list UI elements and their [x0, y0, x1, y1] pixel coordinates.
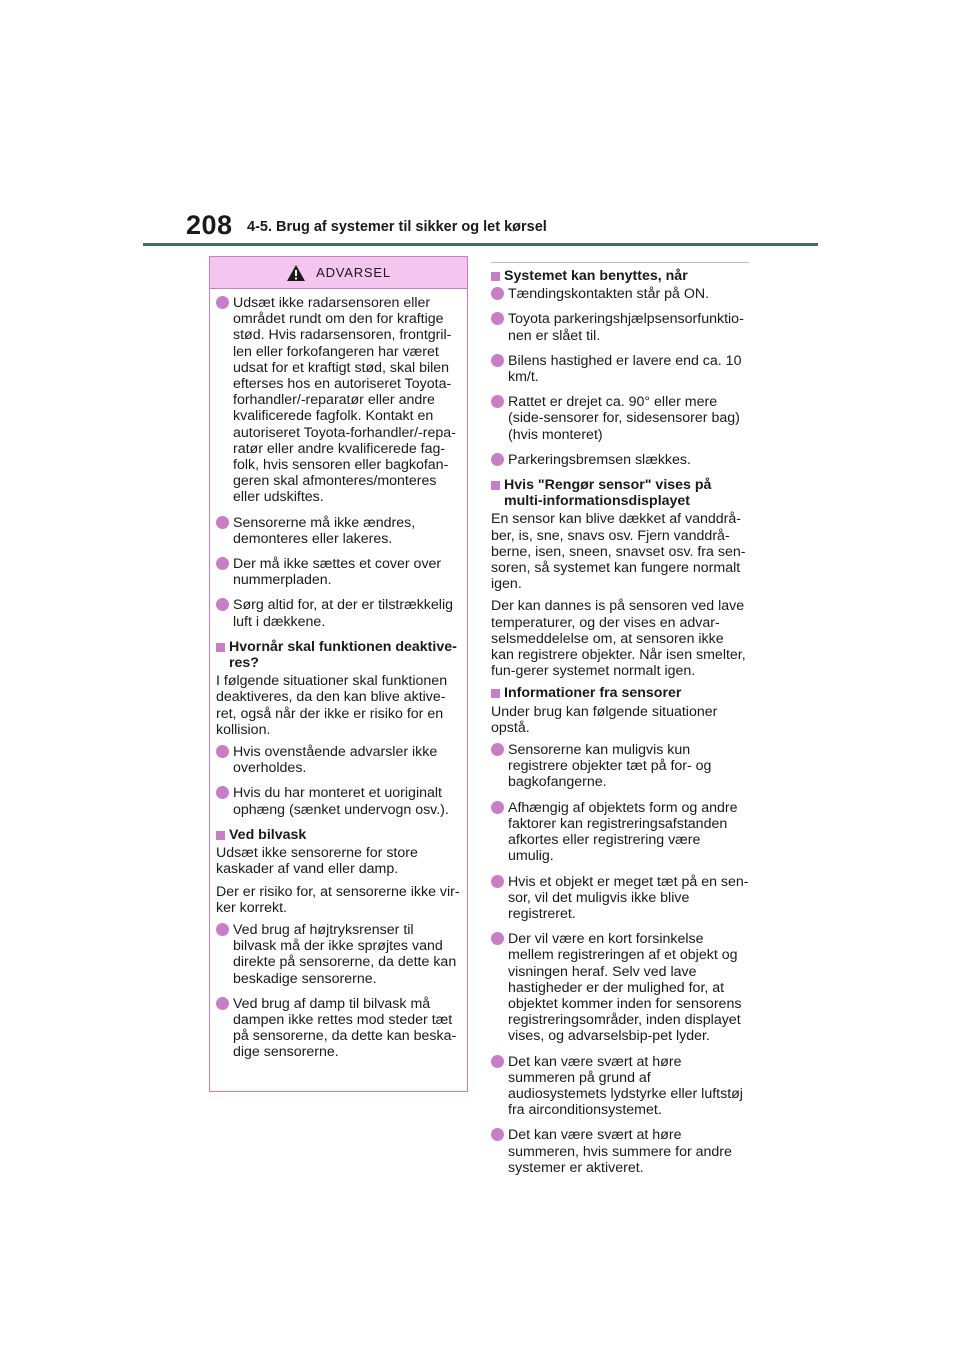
column-rule [491, 262, 749, 263]
list-item: Afhængig af objektets form og andre faktorer kan registreringsafstanden afkortes eller registrering være umulig. [491, 800, 749, 865]
bullet-dot-icon [216, 997, 229, 1010]
paragraph: En sensor kan blive dækket af vanddrå-ber, is, sne, snavs osv. Fjern vanddrå-berne, isen, sneen, snavset osv. fra sen-soren, så systemet kan fungere normalt igen. [491, 511, 746, 593]
list-item: Bilens hastighed er lavere end ca. 10 km/t. [491, 353, 749, 385]
list-item: Der vil være en kort forsinkelse mellem registreringen af et objekt og visningen heraf. Selv ved lave hastigheder er der mulighed for, at objektet kommer inden for sensorens registreringsområder, inden displayet vises, og advarselsbip-pet lyder. [491, 931, 749, 1044]
warning-label: ADVARSEL [316, 265, 391, 280]
bullet-dot-icon [216, 296, 229, 309]
list-item: Ved brug af højtryksrenser til bilvask må der ikke sprøjtes vand direkte på sensorerne, da dette kan beskadige sensorerne. [216, 922, 460, 987]
bullet-dot-icon [216, 598, 229, 611]
bullet-dot-icon [216, 745, 229, 758]
bullet-dot-icon [491, 395, 504, 408]
warning-body [210, 289, 467, 1061]
bullet-dot-icon [216, 516, 229, 529]
bullet-dot-icon [491, 1055, 504, 1068]
list-item: Hvis du har monteret et uoriginalt ophæng (sænket undervogn osv.). [216, 785, 460, 817]
list-item: Sensorerne må ikke ændres, demonteres eller lakeres. [216, 515, 460, 547]
list-item: Tændingskontakten står på ON. [491, 286, 749, 302]
square-marker-icon [491, 689, 500, 698]
list-item: Rattet er drejet ca. 90° eller mere (side-sensorer for, sidesensorer bag) (hvis monteret) [491, 394, 749, 443]
subheading: Hvornår skal funktionen deaktive-res? [216, 639, 460, 671]
warning-header [210, 257, 467, 289]
bullet-dot-icon [491, 453, 504, 466]
bullet-dot-icon [491, 354, 504, 367]
section-title: 4-5. Brug af systemer til sikker og let kørsel [247, 219, 547, 235]
list-item: Det kan være svært at høre summeren på grund af audiosystemets lydstyrke eller luftstøj fra airconditionsystemet. [491, 1054, 749, 1119]
bullet-dot-icon [216, 786, 229, 799]
bullet-dot-icon [491, 801, 504, 814]
header-rule [143, 243, 818, 246]
square-marker-icon [491, 481, 500, 490]
subheading: Ved bilvask [216, 827, 460, 843]
subheading: Systemet kan benyttes, når [491, 268, 749, 284]
paragraph: Der er risiko for, at sensorerne ikke vir-ker korrekt. [216, 883, 460, 916]
bullet-dot-icon [216, 923, 229, 936]
square-marker-icon [491, 272, 500, 281]
page-header [0, 0, 960, 250]
list-item: Der må ikke sættes et cover over nummerpladen. [216, 556, 460, 588]
list-item: Parkeringsbremsen slækkes. [491, 452, 749, 468]
paragraph: Under brug kan følgende situationer opstå. [491, 703, 718, 736]
square-marker-icon [216, 643, 225, 652]
warning-triangle-icon [286, 264, 306, 282]
paragraph: I følgende situationer skal funktionen deaktiveres, da den kan blive aktive-ret, også når der ikke er risiko for en kollision. [216, 673, 448, 738]
list-item: Hvis ovenstående advarsler ikke overholdes. [216, 744, 460, 776]
list-item: Ved brug af damp til bilvask må dampen ikke rettes mod steder tæt på sensorerne, da dette kan beska-dige sensorerne. [216, 996, 460, 1061]
bullet-dot-icon [216, 557, 229, 570]
list-item: Det kan være svært at høre summeren, hvis summere for andre systemer er aktiveret. [491, 1127, 749, 1176]
list-item: Udsæt ikke radarsensoren eller området rundt om den for kraftige stød. Hvis radarsensoren, frontgril-len eller forkofangeren har været udsat for et kraftigt stød, skal bilen efterses hos en autoriseret Toyota-forhandler/-reparatør eller andre kvalificerede fagfolk. Kontakt en autoriseret Toyota-forhandler/-repa-ratør eller andre kvalificerede fag-folk, hvis sensoren eller bagkofan-geren skal afmonteres/monteres eller udskiftes. [216, 295, 460, 506]
subheading: Hvis "Rengør sensor" vises på multi-informationsdisplayet [491, 477, 749, 509]
paragraph: Udsæt ikke sensorerne for store kaskader af vand eller damp. [216, 845, 418, 878]
bullet-dot-icon [491, 875, 504, 888]
paragraph: Der kan dannes is på sensoren ved lave temperaturer, og der vises en advar-selsmeddelelse om, at sensoren ikke kan registrere objekter. Når isen smelter, fun-gerer systemet normalt igen. [491, 598, 746, 680]
right-column [491, 262, 749, 1185]
square-marker-icon [216, 831, 225, 840]
bullet-dot-icon [491, 743, 504, 756]
bullet-dot-icon [491, 932, 504, 945]
list-item: Sørg altid for, at der er tilstrækkelig luft i dækkene. [216, 597, 460, 629]
page-number: 208 [186, 210, 233, 240]
list-item: Toyota parkeringshjælpsensorfunktio-nen er slået til. [491, 311, 749, 343]
list-item: Sensorerne kan muligvis kun registrere objekter tæt på for- og bagkofangerne. [491, 742, 749, 791]
warning-box [209, 256, 468, 1092]
bullet-dot-icon [491, 312, 504, 325]
bullet-dot-icon [491, 287, 504, 300]
bullet-dot-icon [491, 1128, 504, 1141]
subheading: Informationer fra sensorer [491, 685, 749, 701]
list-item: Hvis et objekt er meget tæt på en sen-sor, vil det muligvis ikke blive registreret. [491, 874, 749, 923]
